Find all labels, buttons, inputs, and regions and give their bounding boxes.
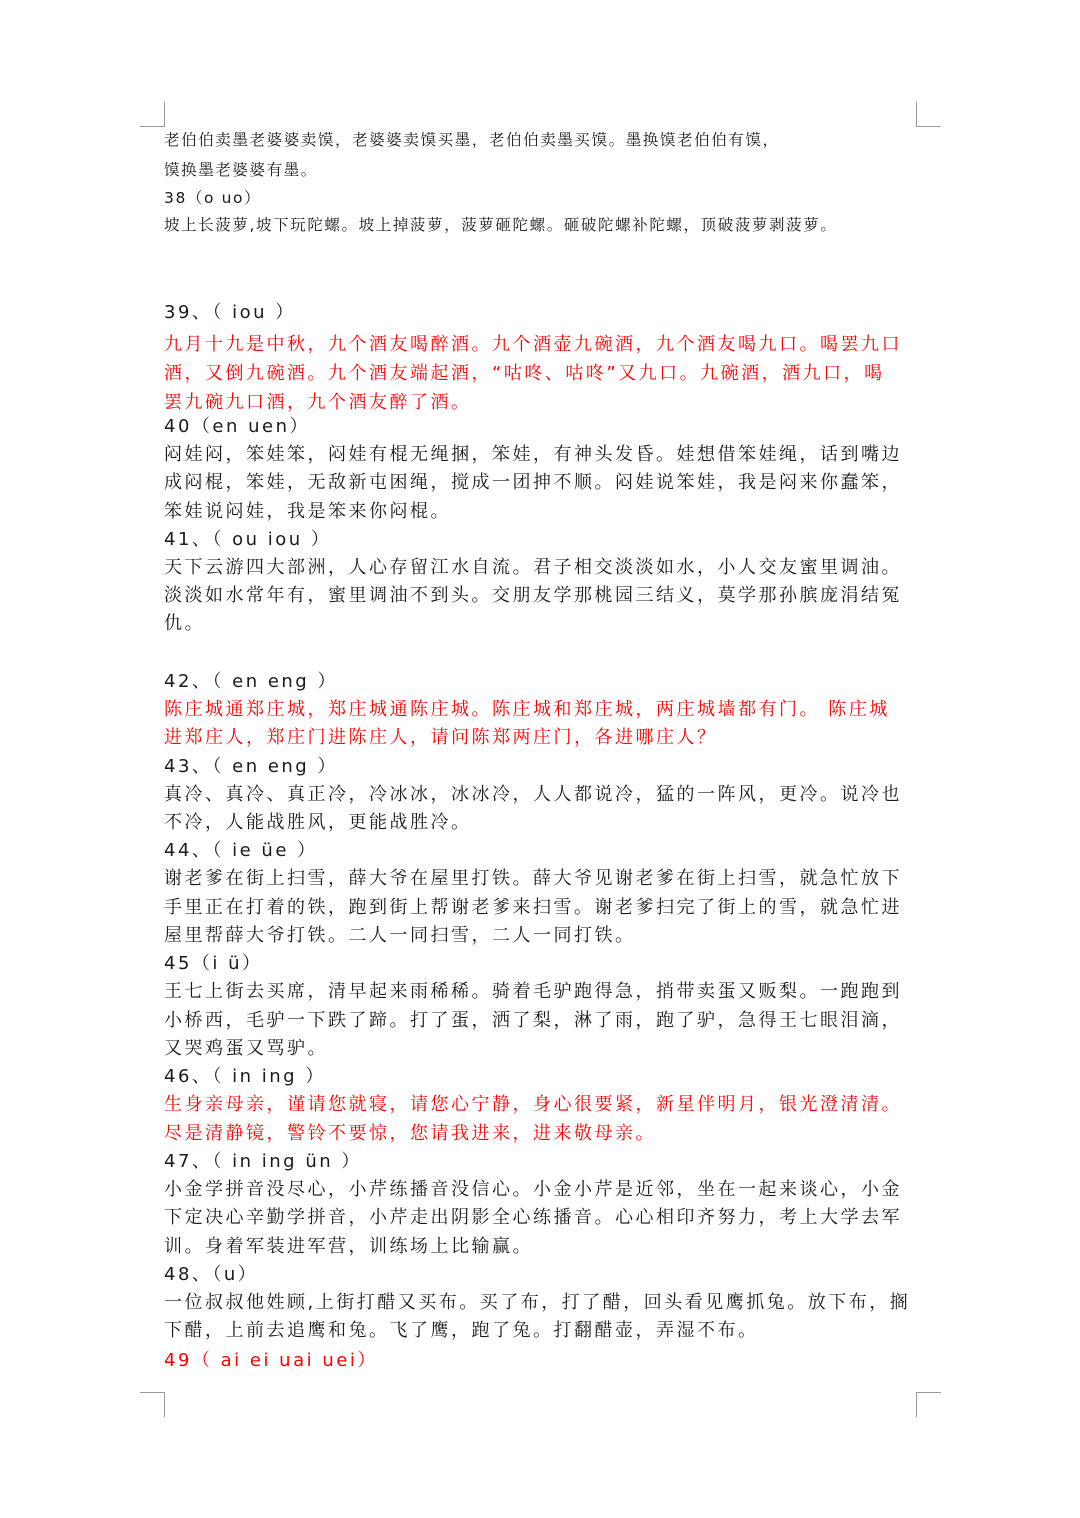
text-line: 九月十九是中秋，九个酒友喝醉酒。九个酒壶九碗酒，九个酒友喝九口。喝罢九口 — [164, 334, 902, 355]
page-corner-mark-top-right — [916, 102, 941, 127]
text-line: 淡淡如水常年有，蜜里调油不到头。交朋友学那桃园三结义，莫学那孙膑庞涓结冤 — [164, 585, 902, 606]
text-line: 屋里帮薛大爷打铁。二人一同扫雪，二人一同打铁。 — [164, 925, 636, 946]
text-line: 不冷，人能战胜风，更能战胜冷。 — [164, 812, 472, 833]
text-line: 一位叔叔他姓顾,上街打醋又买布。买了布，打了醋，回头看见鹰抓兔。放下布，搁 — [164, 1292, 911, 1313]
text-line: 馍换墨老婆婆有墨。 — [164, 161, 318, 179]
text-line: 手里正在打着的铁，跑到街上帮谢老爹来扫雪。谢老爹扫完了街上的雪，就急忙进 — [164, 897, 902, 918]
text-line: 成闷棍，笨娃，无敌新屯困绳，搅成一团抻不顺。闷娃说笨娃，我是闷来你蠢笨， — [164, 472, 902, 493]
text-line: 训。身着军装进军营，训练场上比输赢。 — [164, 1236, 533, 1257]
section-heading: 43、（ en eng ） — [164, 756, 338, 777]
section-heading: 45（i ü） — [164, 953, 263, 974]
section-heading: 46、（ in ing ） — [164, 1066, 326, 1087]
section-heading: 39、（ iou ） — [164, 302, 296, 323]
text-line: 小金学拼音没尽心，小芹练播音没信心。小金小芹是近邻，坐在一起来谈心，小金 — [164, 1179, 902, 1200]
section-heading: 41、（ ou iou ） — [164, 529, 332, 550]
text-line: 尽是清静镜，警铃不要惊，您请我进来，进来敬母亲。 — [164, 1123, 656, 1144]
section-heading: 42、（ en eng ） — [164, 671, 338, 692]
text-line: 谢老爹在街上扫雪，薛大爷在屋里打铁。薛大爷见谢老爹在街上扫雪，就急忙放下 — [164, 868, 902, 889]
text-line: 笨娃说闷娃，我是笨来你闷棍。 — [164, 501, 451, 522]
text-line: 真冷、真冷、真正冷，冷冰冰，冰冰冷，人人都说冷，猛的一阵风，更冷。说冷也 — [164, 784, 902, 805]
text-line: 进郑庄人，郑庄门进陈庄人，请问陈郑两庄门，各进哪庄人？ — [164, 727, 718, 748]
section-heading: 44、（ ie üe ） — [164, 840, 318, 861]
section-heading: 48、（u） — [164, 1264, 259, 1285]
section-heading: 40（en uen） — [164, 416, 310, 437]
page-corner-mark-bottom-right — [916, 1392, 941, 1417]
text-line: 天下云游四大部洲，人心存留江水自流。君子相交淡淡如水，小人交友蜜里调油。 — [164, 557, 902, 578]
section-heading: 49（ ai ei uai uei） — [164, 1350, 378, 1371]
section-heading: 38（o uo） — [164, 189, 262, 207]
text-line: 闷娃闷，笨娃笨，闷娃有棍无绳捆，笨娃，有神头发昏。娃想借笨娃绳，话到嘴边 — [164, 444, 902, 465]
text-line: 陈庄城通郑庄城，郑庄城通陈庄城。陈庄城和郑庄城，两庄城墙都有门。 陈庄城 — [164, 699, 890, 720]
section-heading: 47、（ in ing ün ） — [164, 1151, 362, 1172]
text-line: 又哭鸡蛋又骂驴。 — [164, 1038, 328, 1059]
text-line: 小桥西，毛驴一下跌了蹄。打了蛋，洒了梨，淋了雨，跑了驴，急得王七眼泪滴， — [164, 1010, 902, 1031]
text-line: 下定决心辛勤学拼音，小芹走出阴影全心练播音。心心相印齐努力，考上大学去军 — [164, 1207, 902, 1228]
text-line: 老伯伯卖墨老婆婆卖馍，老婆婆卖馍买墨，老伯伯卖墨买馍。墨换馍老伯伯有馍， — [164, 131, 780, 149]
text-line: 下醋，上前去追鹰和兔。飞了鹰，跑了兔。打翻醋壶，弄湿不布。 — [164, 1320, 759, 1341]
text-line: 王七上街去买席，清早起来雨稀稀。骑着毛驴跑得急，捎带卖蛋又贩梨。一跑跑到 — [164, 981, 902, 1002]
text-line: 罢九碗九口酒，九个酒友醉了酒。 — [164, 392, 472, 413]
text-line: 酒，又倒九碗酒。九个酒友端起酒，“咕咚、咕咚”又九口。九碗酒，酒九口，喝 — [164, 363, 885, 384]
page-corner-mark-top-left — [140, 102, 165, 127]
text-line: 生身亲母亲，谨请您就寝，请您心宁静，身心很要紧，新星伴明月，银光澄清清。 — [164, 1094, 902, 1115]
text-line: 仇。 — [164, 613, 205, 634]
text-line: 坡上长菠萝,坡下玩陀螺。坡上掉菠萝，菠萝砸陀螺。砸破陀螺补陀螺，顶破菠萝剥菠萝。 — [164, 216, 838, 234]
page-corner-mark-bottom-left — [140, 1392, 165, 1417]
